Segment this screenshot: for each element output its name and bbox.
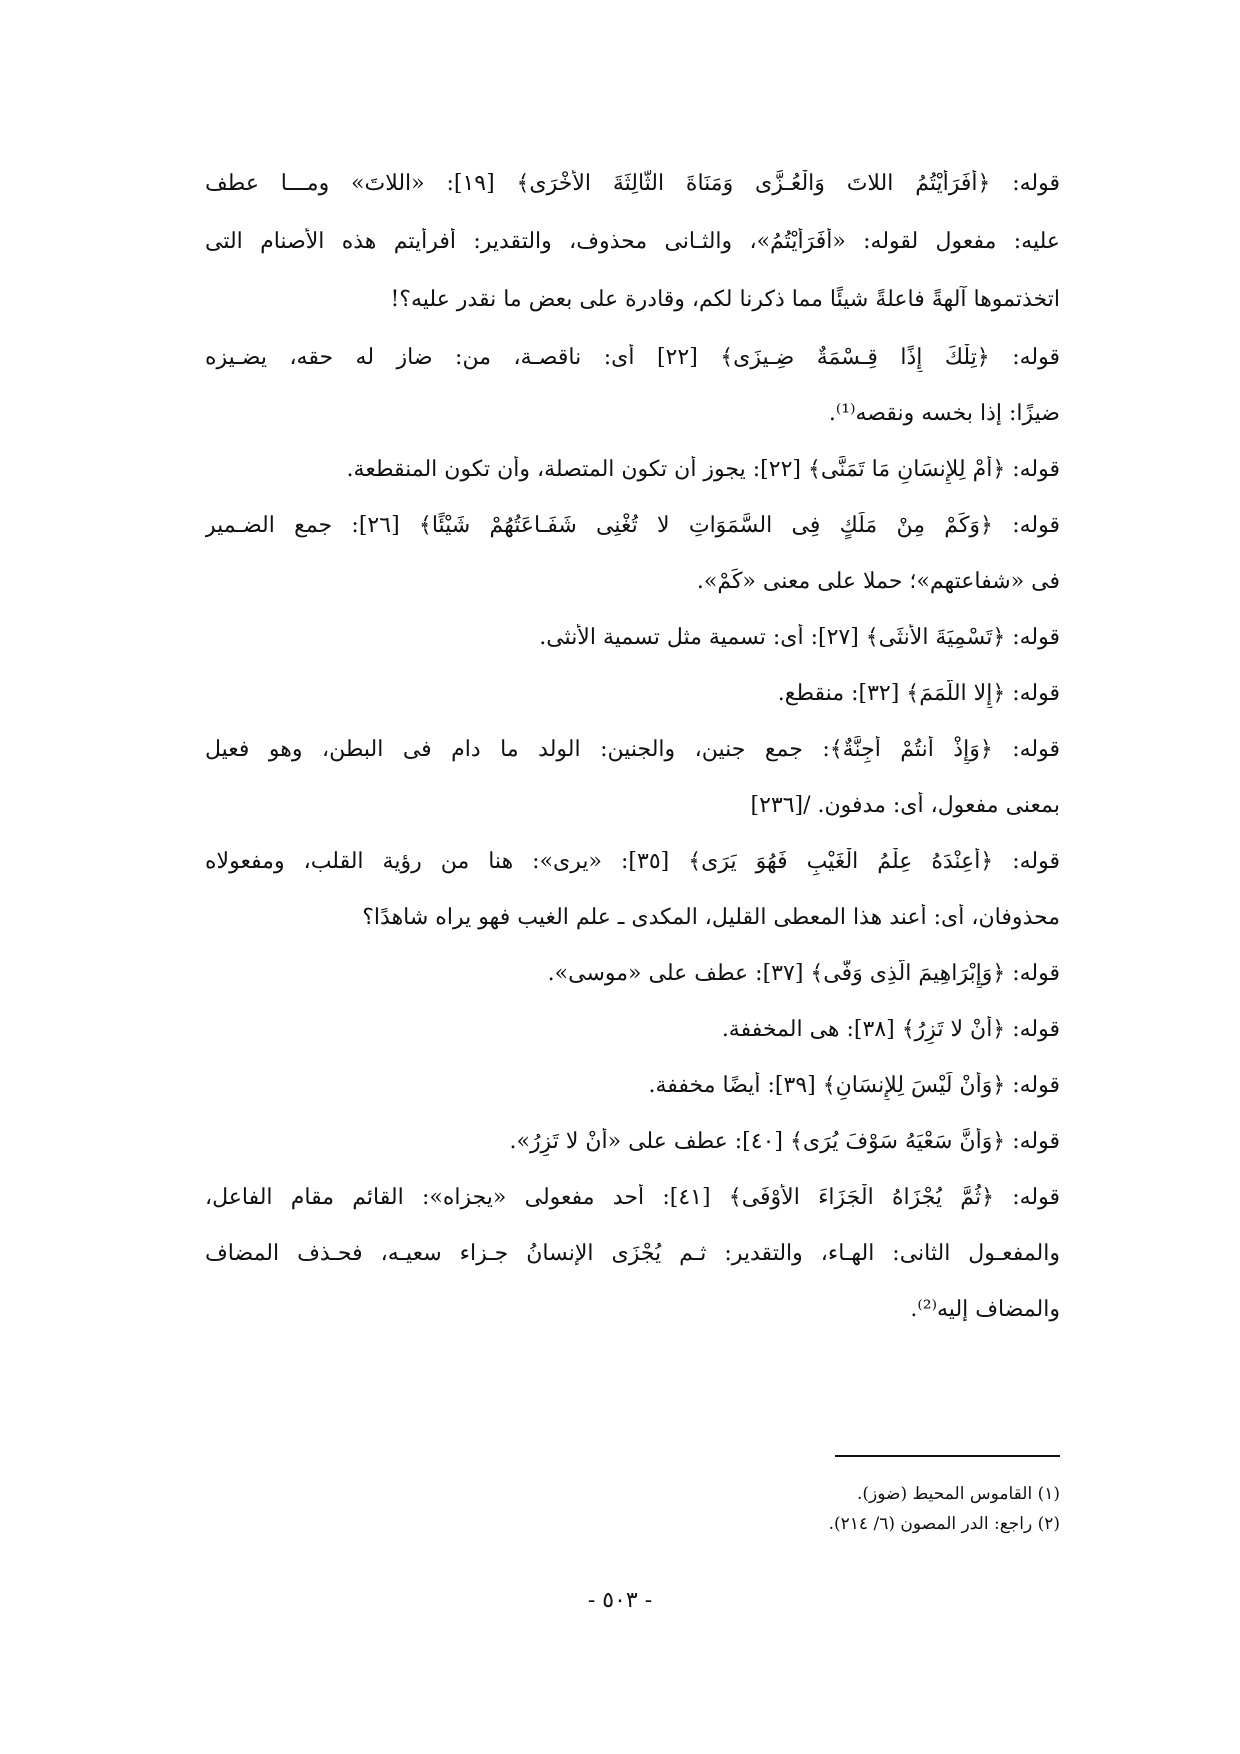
text-line: قوله: ﴿أَفَرَأَيْتُمُ اللاتَ وَالْعُـزَّى وَمَنَاةَ الثَّالِثَةَ الأُخْرَى﴾ [١٩]: «اللاتَ» ومـــا عطف	[205, 171, 1060, 196]
text-line: قوله: ﴿أَنْ لا تَزِرُ﴾ [٣٨]: هى المخففة.	[721, 1017, 1060, 1042]
text-line: والمفعـول الثانى: الهـاء، والتقدير: ثـم يُجْزَى الإنسانُ جـزاء سعيـه، فحـذف المضاف	[205, 1241, 1060, 1266]
text-line: بمعنى مفعول، أى: مدفون. /[٢٣٦]	[750, 793, 1060, 818]
footnote: (٢) راجع: الدر المصون (٦/ ٢١٤).	[828, 1514, 1060, 1534]
text-line: قوله: ﴿وَأَنَّ سَعْيَهُ سَوْفَ يُرَى﴾ [٤٠]: عطف على «أَنْ لا تَزِرُ».	[509, 1129, 1060, 1154]
text-line: قوله: ﴿تِلْكَ إِذًا قِـسْمَةٌ ضِـيزَى﴾ [٢٢] أى: ناقصـة، من: ضاز له حقه، يضـيزه	[205, 345, 1060, 370]
footnotes	[205, 1480, 1060, 1540]
text-line: قوله: ﴿ثُمَّ يُجْزَاهُ الْجَزَاءَ الأَوْفَى﴾ [٤١]: أحد مفعولى «يجزاه»: القائم مقام الفاعل،	[205, 1185, 1060, 1210]
text-line: قوله: ﴿وَكَمْ مِنْ مَلَكٍ فِى السَّمَوَاتِ لا تُغْنِى شَفَـاعَتُهُمْ شَيْئًا﴾ [٢٦]: جمع الضـمير	[205, 513, 1060, 538]
text-line: فى «شفاعتهم»؛ حملا على معنى «كَمْ».	[696, 569, 1060, 594]
footnote-divider	[835, 1455, 1060, 1457]
text-line: عليه: مفعول لقوله: «أَفَرَأَيْتُمُ»، والثـانى محذوف، والتقدير: أفرأيتم هذه الأصنام التى	[205, 229, 1060, 254]
text-line: اتخذتموها آلهةً فاعلةً شيئًا مما ذكرنا لكم، وقادرة على بعض ما نقدر عليه؟!	[390, 287, 1060, 312]
text-line: ضيزًا: إذا بخسه ونقصه⁽¹⁾.	[828, 401, 1060, 426]
text-line: قوله: ﴿أَعِنْدَهُ عِلْمُ الْغَيْبِ فَهُوَ يَرَى﴾ [٣٥]: «يرى»: هنا من رؤية القلب، ومفعولاه	[205, 849, 1060, 874]
text-line: قوله: ﴿أَمْ لِلإِنسَانِ مَا تَمَنَّى﴾ [٢٢]: يجوز أن تكون المتصلة، وأن تكون المنقطعة.	[346, 457, 1060, 482]
text-line: قوله: ﴿تَسْمِيَةَ الأُنثَى﴾ [٢٧]: أى: تسمية مثل تسمية الأنثى.	[539, 625, 1060, 650]
main-text	[205, 170, 1060, 1324]
text-line: قوله: ﴿إِلا اللَّمَمَ﴾ [٣٢]: منقطع.	[777, 681, 1060, 706]
footnote: (١) القاموس المحيط (ضوز).	[856, 1484, 1060, 1504]
text-line: قوله: ﴿وَإِذْ أَنتُمْ أَجِنَّةٌ﴾: جمع جنين، والجنين: الولد ما دام فى البطن، وهو فعيل	[205, 737, 1060, 762]
text-line: محذوفان، أى: أعند هذا المعطى القليل، المكدى ـ علم الغيب فهو يراه شاهدًا؟	[362, 905, 1060, 930]
text-line: قوله: ﴿وَأَنْ لَيْسَ لِلإِنسَانِ﴾ [٣٩]: أيضًا مخففة.	[648, 1073, 1060, 1098]
page-number: - ٥٠٣ -	[587, 1588, 653, 1613]
text-line: قوله: ﴿وَإِبْرَاهِيمَ الَّذِى وَفَّى﴾ [٣٧]: عطف على «موسى».	[547, 961, 1060, 986]
text-line: والمضاف إليه⁽²⁾.	[910, 1297, 1060, 1322]
